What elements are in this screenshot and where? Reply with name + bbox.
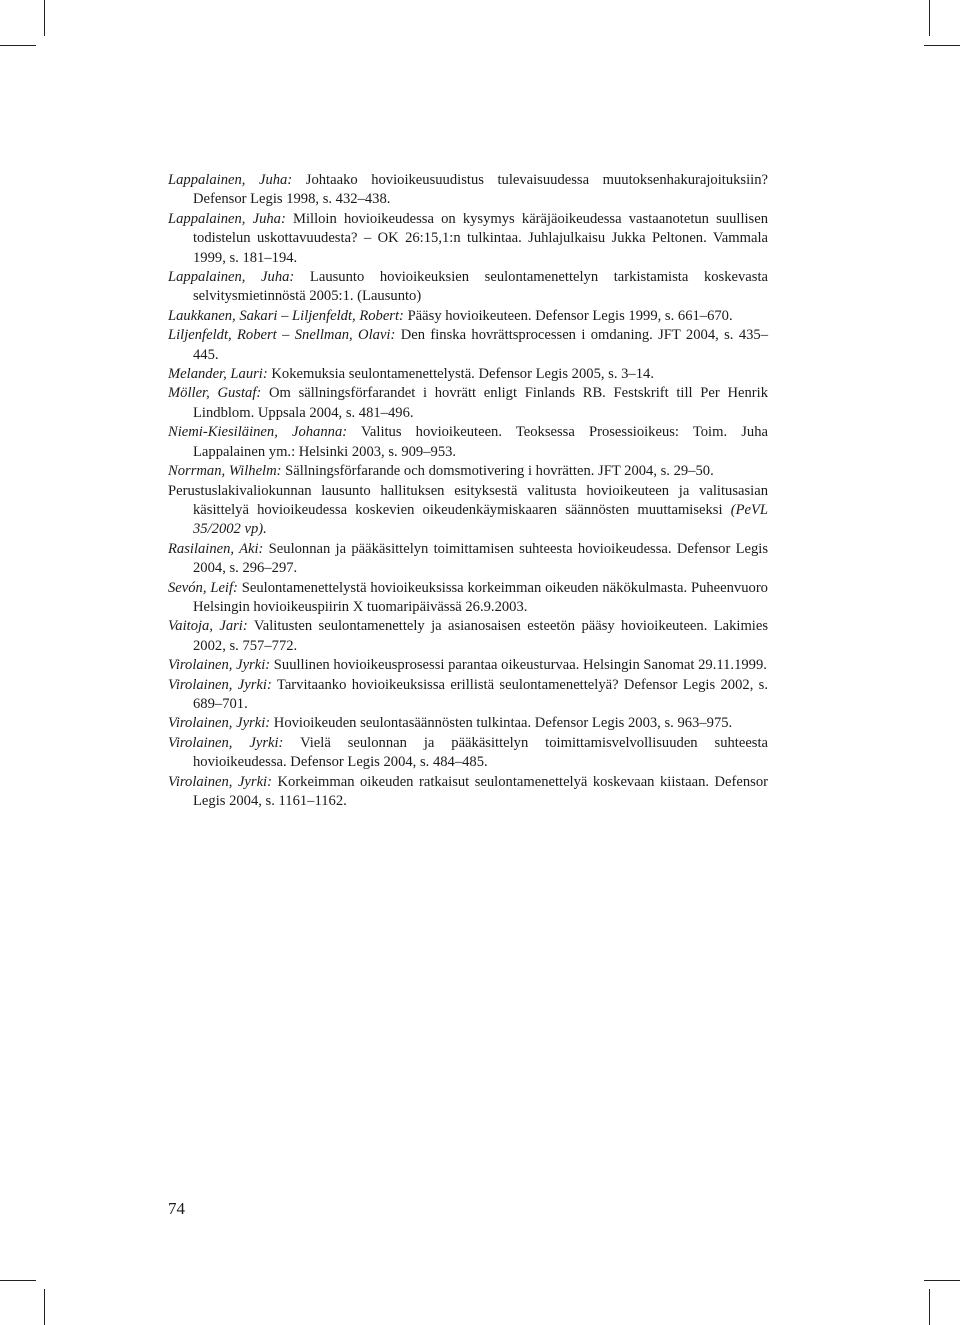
crop-mark-top-right-h [924,45,960,46]
bibliography-entry [168,462,768,481]
crop-mark-bottom-right-v [929,1289,930,1325]
bibliography-entry [168,171,768,210]
bibliography-entry [168,676,768,715]
entry-author: Virolainen, Jyrki: [168,734,284,751]
entry-text: Vielä seulonnan ja pääkäsittelyn toimittamisvelvollisuuden suhteesta hovioikeudessa. Defensor Legis 2004, s. 484–485. [193,734,769,771]
bibliography-entry [168,326,768,365]
entry-text: Den finska hovrättsprocessen i omdaning. JFT 2004, s. 435–445. [193,327,769,363]
entry-text: Tarvitaanko hovioikeuksissa erillistä seulontamenettelyä? Defensor Legis 2002, s. 689–701. [193,676,769,712]
bibliography-entry [168,773,768,812]
bibliography-entry [168,714,768,733]
crop-mark-top-right-v [929,0,930,36]
entry-text: Valitus hovioikeuteen. Teoksessa Prosessioikeus: Toim. Juha Lappalainen ym.: Helsinki 2003, s. 909–953. [193,424,768,460]
crop-mark-bottom-right-h [924,1280,960,1281]
entry-author: Liljenfeldt, Robert – Snellman, Olavi: [168,327,396,344]
crop-mark-top-left-h [0,45,36,46]
entry-author: Lappalainen, Juha: [168,172,293,188]
bibliography-entry [168,210,768,268]
entry-author: Virolainen, Jyrki: [168,676,272,693]
bibliography-entry [168,268,768,307]
entry-author: Laukkanen, Sakari – Liljenfeldt, Robert: [168,307,404,324]
bibliography-entry [168,579,768,618]
entry-text: Milloin hovioikeudessa on kysymys käräjäoikeudessa vastaanotetun suullisen todistelun uskottavuudesta? – OK 26:15,1:n tulkintaa. Juhlajulkaisu Jukka Peltonen. Vammala 1999, s. 181–194. [193,210,769,266]
entry-text: Hovioikeuden seulontasäännösten tulkintaa. Defensor Legis 2003, s. 963–975. [273,715,733,732]
entry-author: Lappalainen, Juha: [168,269,295,286]
entry-text: Seulontamenettelystä hovioikeuksissa korkeimman oikeuden näkökulmasta. Puheenvuoro Helsingin hovioikeuspiirin X tuomaripäivässä 26.9.2003. [193,579,768,615]
bibliography-entry [168,384,768,423]
page-number: 74 [168,1199,185,1218]
entry-author: Melander, Lauri: [168,366,268,383]
bibliography-entry [168,423,768,462]
entry-text: Seulonnan ja pääkäsittelyn toimittamisen suhteesta hovioikeudessa. Defensor Legis 2004, s. 296–297. [193,540,768,577]
bibliography-entry [168,482,768,540]
crop-mark-bottom-left-h [0,1280,36,1281]
entry-author: Lappalainen, Juha: [168,210,286,227]
entry-author: Niemi-Kiesiläinen, Johanna: [168,424,348,441]
entry-text: Valitusten seulontamenettely ja asianosaisen esteetön pääsy hovioikeuteen. Lakimies 2002, s. 757–772. [193,618,769,654]
entry-text: Lausunto hovioikeuksien seulontamenettelyn tarkistamista koskevasta selvitysmietinnöstä 2005:1. (Lausunto) [193,269,768,305]
bibliography-entry [168,656,768,675]
entry-text: Kokemuksia seulontamenettelystä. Defensor Legis 2005, s. 3–14. [271,366,654,383]
entry-text: Perustuslakivaliokunnan lausunto hallituksen esityksestä valitusta hovioikeuteen ja valitusasian käsittelyä hovioikeudessa koskevien oikeudenkäymiskaaren säännösten muuttamiseksi [168,482,768,518]
bibliography-list [168,171,768,811]
crop-mark-bottom-left-v [44,1289,45,1325]
entry-author: Virolainen, Jyrki: [168,715,271,732]
entry-author: Norrman, Wilhelm: [168,463,282,480]
bibliography-entry [168,734,768,773]
entry-author: Rasilainen, Aki: [168,540,264,557]
entry-author: Vaitoja, Jari: [168,618,248,635]
crop-mark-top-left-v [44,0,45,36]
entry-author: Virolainen, Jyrki: [168,657,271,674]
entry-text: Pääsy hovioikeuteen. Defensor Legis 1999, s. 661–670. [407,307,733,324]
entry-text: Sällningsförfarande och domsmotivering i hovrätten. JFT 2004, s. 29–50. [285,463,714,480]
entry-text: Korkeimman oikeuden ratkaisut seulontamenettelyä koskevaan kiistaan. Defensor Legis 2004, s. 1161–1162. [193,773,768,809]
entry-emphasis: (PeVL 35/2002 vp). [193,501,768,538]
bibliography-entry [168,307,768,326]
entry-author: Sevón, Leif: [168,579,238,596]
entry-author: Virolainen, Jyrki: [168,773,272,790]
bibliography-entry [168,365,768,384]
entry-text: Suullinen hovioikeusprosessi parantaa oikeusturvaa. Helsingin Sanomat 29.11.1999. [273,657,767,674]
bibliography-entry [168,617,768,656]
bibliography-entry [168,540,768,579]
entry-text: Johtaako hovioikeusuudistus tulevaisuudessa muutoksenhakurajoituksiin? Defensor Legis 1998, s. 432–438. [193,172,768,208]
entry-text: Om sällningsförfarandet i hovrätt enligt Finlands RB. Festskrift till Per Henrik Lindblom. Uppsala 2004, s. 481–496. [193,385,768,421]
entry-author: Möller, Gustaf: [168,385,262,402]
